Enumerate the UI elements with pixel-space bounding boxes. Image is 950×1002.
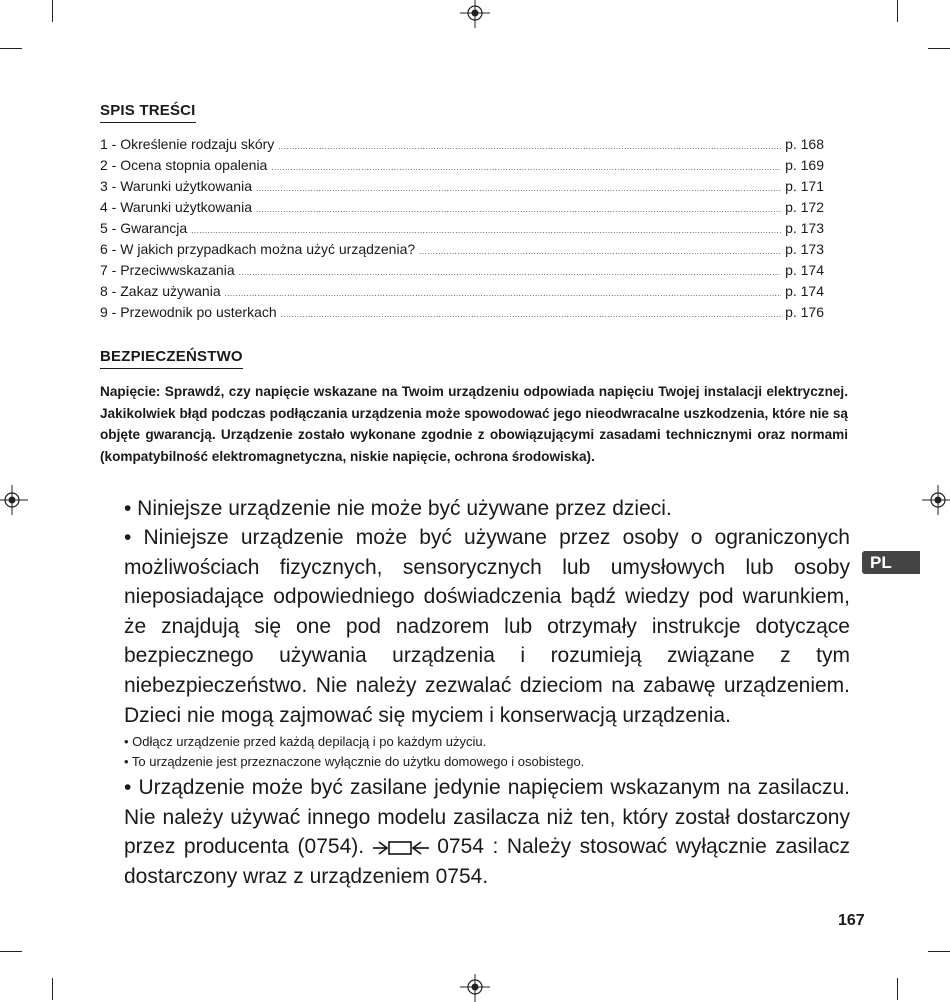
safety-note: • Odłącz urządzenie przed każdą depilacją i po każdym użyciu. [124, 734, 487, 749]
toc-item-page: p. 176 [785, 304, 824, 320]
voltage-warning: Napięcie: Sprawdź, czy napięcie wskazane na Twoim urządzeniu odpowiada napięciu Twojej instalacji elektrycznej. Jakikolwiek błąd podczas podłączania urządzenia może spowodować jego nieodwracalne uszkodzenia, które nie są objęte gwarancją. Urządzenie zostało wykonane zgodnie z obowiązującymi zasadami technicznymi oraz normami (kompatybilność elektromagnetyczna, niskie napięcie, ochrona środowiska). [100, 384, 848, 464]
toc-item-page: p. 174 [785, 262, 824, 278]
dot-leader [271, 157, 781, 178]
crop-mark [0, 48, 22, 49]
toc-item [100, 134, 824, 155]
registration-mark-icon [460, 972, 490, 1002]
crop-mark [52, 0, 53, 22]
crop-mark [897, 978, 898, 1000]
toc-item-page: p. 168 [785, 136, 824, 152]
toc-item-page: p. 171 [785, 178, 824, 194]
dot-leader [419, 241, 781, 262]
dot-leader [239, 262, 781, 283]
toc-item-title: 9 - Przewodnik po usterkach [100, 304, 277, 320]
toc-item-page: p. 173 [785, 241, 824, 257]
toc-item-title: 8 - Zakaz używania [100, 283, 221, 299]
power-connector-icon [373, 839, 429, 857]
toc-item [100, 239, 824, 260]
registration-mark-icon [920, 485, 950, 515]
toc-item-title: 6 - W jakich przypadkach można użyć urządzenia? [100, 241, 416, 257]
toc-item-page: p. 172 [785, 199, 824, 215]
toc-item-title: 2 - Ocena stopnia opalenia [100, 157, 268, 173]
toc-item [100, 302, 824, 323]
safety-bullet: • Niniejsze urządzenie może być używane przez osoby o ograniczonych możliwościach fizycznych, sensorycznych lub umysłowych lub osoby nieposiadające odpowiedniego doświadczenia bądź wiedzy pod warunkiem, że znajdują się one pod nadzorem lub otrzymały instrukcje dotyczące bezpiecznego używania urządzenia i rozumieją związane z tym niebezpieczeństwo. Nie należy zezwalać dzieciom na zabawę urządzeniem. Dzieci nie mogą zajmować się myciem i konserwacją urządzenia. [124, 526, 850, 727]
power-supply-text: • Urządzenie może być zasilane jedynie napięciem wskazanym na zasilaczu. Nie należy używać innego modelu zasilacza niż ten, który został dostarczony przez producenta (0754). [124, 776, 850, 859]
dot-leader [191, 220, 781, 241]
toc-item [100, 281, 824, 302]
toc-item-title: 4 - Warunki użytkowania [100, 199, 252, 215]
toc-item [100, 197, 824, 218]
safety-bullet [124, 773, 850, 891]
toc-item [100, 176, 824, 197]
toc-item-title: 7 - Przeciwwskazania [100, 262, 235, 278]
dot-leader [256, 199, 781, 220]
dot-leader [278, 136, 781, 157]
crop-mark [897, 0, 898, 22]
dot-leader [281, 304, 781, 325]
toc-item [100, 155, 824, 176]
page-number: 167 [838, 912, 865, 929]
toc-item-page: p. 173 [785, 220, 824, 236]
safety-note: • To urządzenie jest przeznaczone wyłącznie do użytku domowego i osobistego. [124, 754, 585, 769]
toc-item [100, 218, 824, 239]
toc-item-title: 3 - Warunki użytkowania [100, 178, 252, 194]
language-tab: PL [862, 551, 920, 574]
crop-mark [52, 978, 53, 1000]
power-supply-text: 0754 : Należy stosować wyłącznie zasilacz dostarczony wraz z urządzeniem 0754. [124, 835, 850, 888]
safety-heading: BEZPIECZEŃSTWO [100, 348, 243, 369]
table-of-contents [100, 134, 824, 323]
registration-mark-icon [460, 0, 490, 30]
crop-mark [928, 48, 950, 49]
toc-item-title: 5 - Gwarancja [100, 220, 188, 236]
dot-leader [225, 283, 781, 304]
toc-item-page: p. 174 [785, 283, 824, 299]
registration-mark-icon [0, 485, 30, 515]
crop-mark [928, 951, 950, 952]
toc-item-title: 1 - Określenie rodzaju skóry [100, 136, 275, 152]
toc-heading: SPIS TREŚCI [100, 102, 196, 123]
crop-mark [0, 951, 22, 952]
dot-leader [256, 178, 781, 199]
toc-item-page: p. 169 [785, 157, 824, 173]
safety-bullet: • Niniejsze urządzenie nie może być używane przez dzieci. [124, 497, 672, 520]
toc-item [100, 260, 824, 281]
